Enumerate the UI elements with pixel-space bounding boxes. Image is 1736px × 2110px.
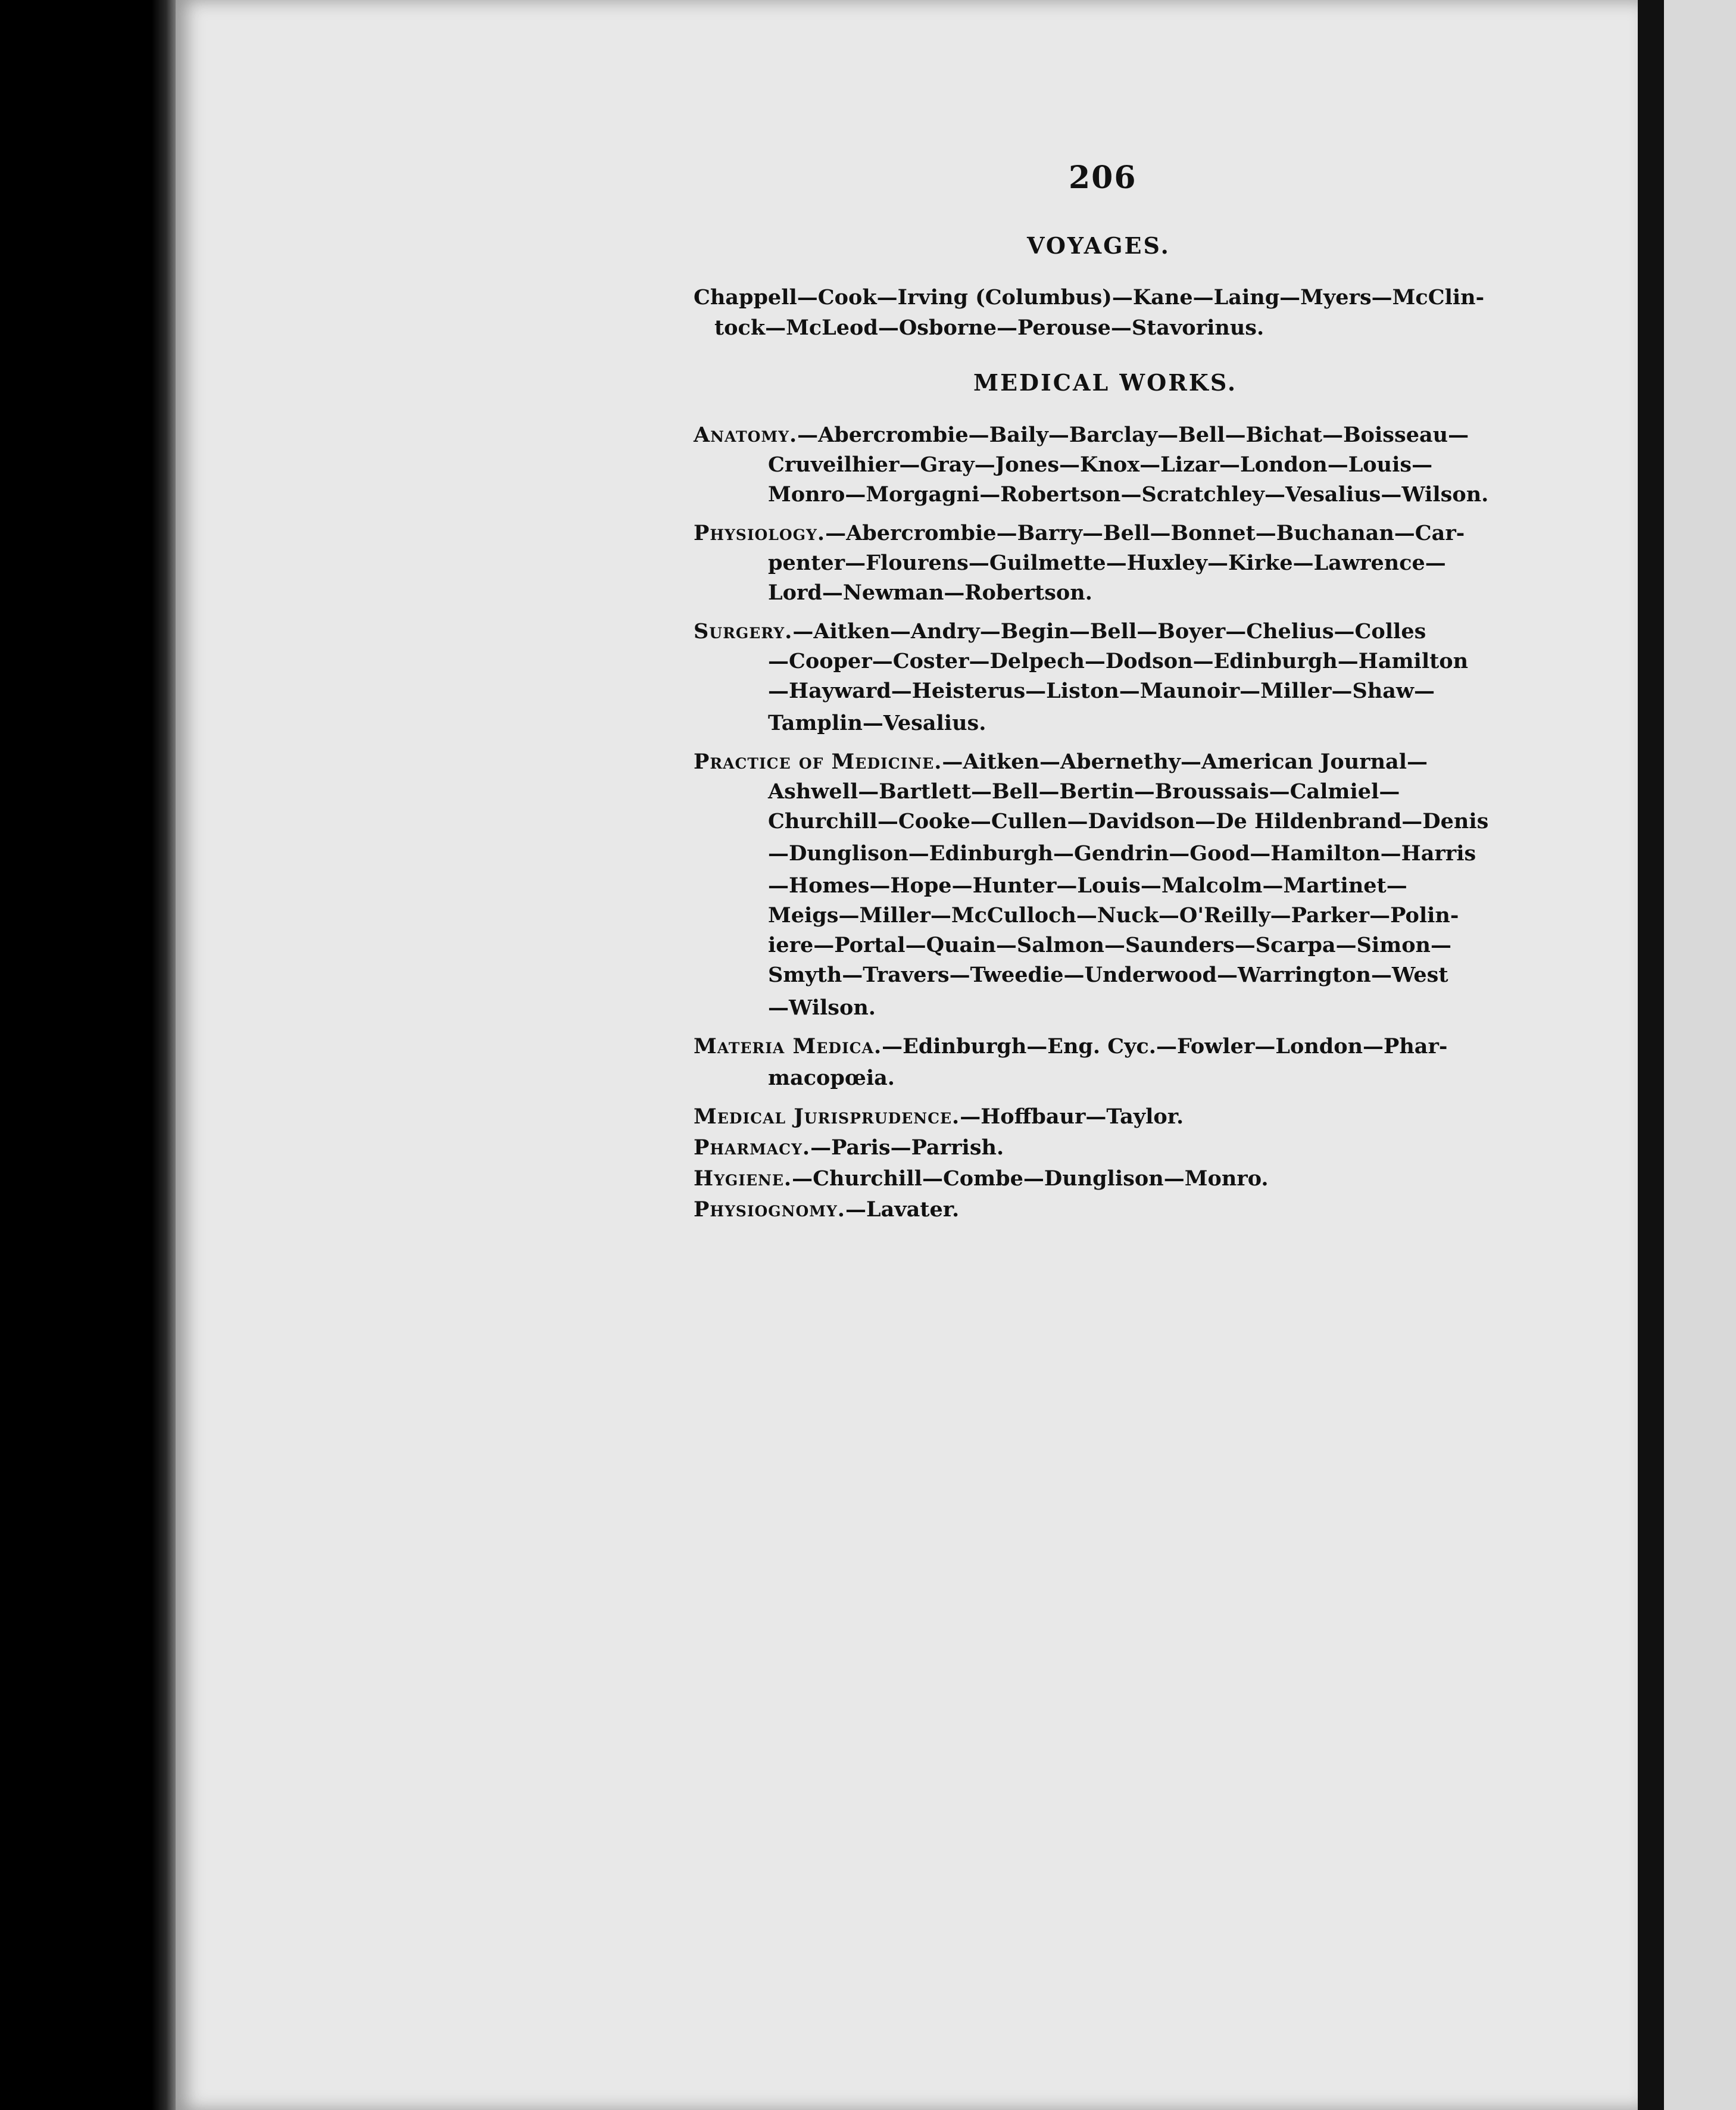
voyages-line-1: Chappell—Cook—Irving (Columbus)—Kane—Laing—Myers—McClin- bbox=[694, 285, 1485, 310]
materia-text-1: —Edinburgh—Eng. Cyc.—Fowler—London—Phar- bbox=[882, 1034, 1448, 1059]
surgery-text-1: —Aitken—Andry—Begin—Bell—Boyer—Chelius—Colles bbox=[792, 619, 1426, 644]
practice-line-2: Ashwell—Bartlett—Bell—Bertin—Broussais—Calmiel— bbox=[768, 779, 1400, 804]
materia-entry-line-1 bbox=[694, 1036, 1447, 1057]
surgery-entry-line-1 bbox=[694, 621, 1426, 642]
medical-works-heading: MEDICAL WORKS. bbox=[973, 369, 1238, 396]
practice-line-6: Meigs—Miller—McCulloch—Nuck—O'Reilly—Parker—Polin- bbox=[768, 903, 1459, 928]
pharmacy-label: Pharmacy. bbox=[694, 1135, 811, 1160]
voyages-line-2: tock—McLeod—Osborne—Perouse—Stavorinus. bbox=[714, 316, 1264, 340]
page-gutter bbox=[1638, 0, 1664, 2110]
hygiene-text: —Churchill—Combe—Dunglison—Monro. bbox=[792, 1166, 1269, 1191]
physiology-line-3: Lord—Newman—Robertson. bbox=[768, 580, 1092, 605]
hygiene-entry bbox=[694, 1168, 1269, 1189]
voyages-heading: VOYAGES. bbox=[1027, 232, 1170, 259]
practice-line-5: —Homes—Hope—Hunter—Louis—Malcolm—Martinet— bbox=[768, 873, 1407, 898]
pharmacy-text: —Paris—Parrish. bbox=[810, 1135, 1004, 1160]
anatomy-entry-line-1 bbox=[694, 425, 1469, 445]
page-number: 206 bbox=[1069, 160, 1137, 196]
practice-line-4: —Dunglison—Edinburgh—Gendrin—Good—Hamilton—Harris bbox=[768, 841, 1476, 866]
page-left-edge-shadow bbox=[152, 0, 176, 2110]
practice-entry-line-1 bbox=[694, 751, 1428, 772]
jurisprudence-label: Medical Jurisprudence. bbox=[694, 1104, 960, 1129]
pharmacy-entry bbox=[694, 1137, 1004, 1158]
practice-line-7: iere—Portal—Quain—Salmon—Saunders—Scarpa—Simon— bbox=[768, 933, 1451, 957]
practice-text-1: —Aitken—Abernethy—American Journal— bbox=[942, 750, 1428, 774]
materia-label: Materia Medica. bbox=[694, 1034, 882, 1059]
practice-line-9: —Wilson. bbox=[768, 995, 876, 1020]
anatomy-line-3: Monro—Morgagni—Robertson—Scratchley—Vesalius—Wilson. bbox=[768, 482, 1489, 507]
materia-line-2: macopœia. bbox=[768, 1066, 895, 1090]
surgery-label: Surgery. bbox=[694, 619, 793, 644]
practice-line-8: Smyth—Travers—Tweedie—Underwood—Warrington—West bbox=[768, 963, 1448, 987]
physiology-text-1: —Abercrombie—Barry—Bell—Bonnet—Buchanan—Car- bbox=[825, 521, 1465, 545]
anatomy-line-2: Cruveilhier—Gray—Jones—Knox—Lizar—London—Louis— bbox=[768, 452, 1433, 477]
adjacent-page-edge bbox=[1664, 0, 1736, 2110]
anatomy-text-1: —Abercrombie—Baily—Barclay—Bell—Bichat—Boisseau— bbox=[797, 423, 1469, 447]
practice-line-3: Churchill—Cooke—Cullen—Davidson—De Hildenbrand—Denis bbox=[768, 809, 1489, 834]
surgery-line-4: Tamplin—Vesalius. bbox=[768, 711, 986, 735]
physiology-entry-line-1 bbox=[694, 523, 1465, 544]
anatomy-label: Anatomy. bbox=[694, 423, 798, 447]
physiognomy-label: Physiognomy. bbox=[694, 1197, 845, 1222]
physiognomy-entry bbox=[694, 1199, 959, 1220]
jurisprudence-entry bbox=[694, 1106, 1184, 1127]
surgery-line-3: —Hayward—Heisterus—Liston—Maunoir—Miller—Shaw— bbox=[768, 679, 1435, 703]
jurisprudence-text: —Hoffbaur—Taylor. bbox=[960, 1104, 1184, 1129]
physiology-label: Physiology. bbox=[694, 521, 826, 545]
physiognomy-text: —Lavater. bbox=[845, 1197, 960, 1222]
surgery-line-2: —Cooper—Coster—Delpech—Dodson—Edinburgh—Hamilton bbox=[768, 649, 1469, 673]
hygiene-label: Hygiene. bbox=[694, 1166, 792, 1191]
practice-label: Practice of Medicine. bbox=[694, 750, 942, 774]
physiology-line-2: penter—Flourens—Guilmette—Huxley—Kirke—Lawrence— bbox=[768, 551, 1446, 575]
